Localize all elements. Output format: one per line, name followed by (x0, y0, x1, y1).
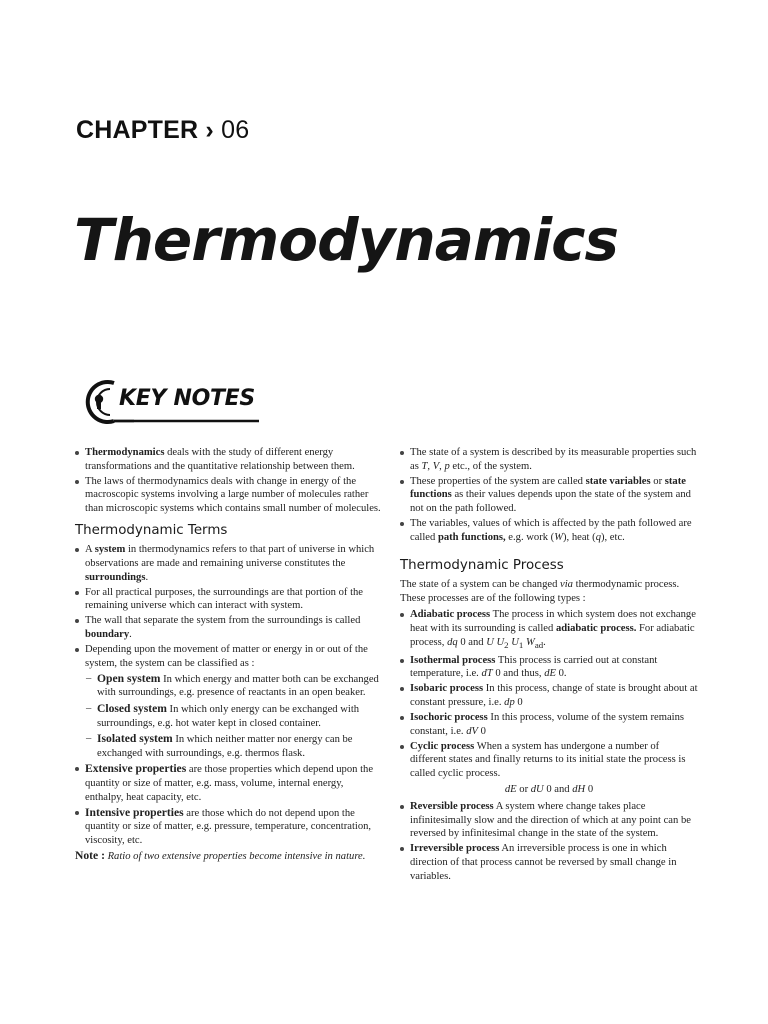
chapter-word: CHAPTER (76, 116, 199, 144)
list-item: For all practical purposes, the surroundings are that portion of the remaining universe which can interact with system. (75, 586, 383, 613)
list-item: Reversible process A system where change takes place infinitesimally slow and the direction of which at any point can be reversed by infinitesimal change in the state of the system. (400, 800, 698, 841)
left-column (75, 446, 383, 867)
list-item: Cyclic process When a system has undergone a number of different states and finally returns to its initial state the process is called cyclic process. (400, 740, 698, 781)
intro-list (75, 446, 383, 515)
list-item: Intensive properties are those which do not depend upon the quantity or size of matter, e.g. pressure, temperature, concentration, viscosity, etc. (75, 806, 383, 848)
list-item: Adiabatic process The process in which system does not exchange heat with its surrounding is called adiabatic process. For adiabatic process, dq 0 and U $U_2$ $U_1$ $W_{ad}$. (400, 608, 698, 652)
note: Note : Ratio of two extensive properties become intensive in nature. (75, 849, 366, 863)
list-item: Isobaric process In this process, change of state is brought about at constant pressure, i.e. dp 0 (400, 682, 698, 709)
state-list (400, 446, 698, 544)
chapter-separator: › (205, 116, 214, 144)
list-item: The laws of thermodynamics deals with change in energy of the macroscopic systems involving a large number of molecules rather than microscopic systems which contains small number of molecules. (75, 475, 383, 516)
list-item: A system in thermodynamics refers to that part of universe in which observations are made and remaining universe constitutes the surroundings. (75, 543, 383, 584)
list-item: Thermodynamics deals with the study of different energy transformations and the quantitative relationship between them. (75, 446, 383, 473)
sub-list-item: – Closed system In which only energy can be exchanged with surroundings, e.g. hot water kept in closed container. (86, 702, 360, 729)
list-item: Isothermal process This process is carried out at constant temperature, i.e. dT 0 and thus, dE 0. (400, 654, 698, 681)
sub-list-item: – Isolated system In which neither matter nor energy can be exchanged with surroundings, e.g. thermos flask. (86, 732, 353, 759)
page-title: Thermodynamics (74, 206, 619, 274)
list-item: The state of a system is described by its measurable properties such as T, V, p etc., of the system. (400, 446, 698, 473)
section-heading: Thermodynamic Terms (75, 523, 228, 539)
list-item: Irreversible process An irreversible process is one in which direction of that process cannot be reversed by small change in variables. (400, 842, 698, 883)
list-item: Depending upon the movement of matter or energy in or out of the system, the system can be classified as : (75, 643, 383, 670)
list-item: The variables, values of which is affected by the path followed are called path functions, e.g. work (W), heat (q), etc. (400, 517, 698, 544)
list-item: Extensive properties are those properties which depend upon the quantity or size of matter, e.g. mass, volume, internal energy, enthalpy, heat capacity, etc. (75, 762, 383, 804)
chapter-number: 06 (221, 116, 250, 144)
list-item: These properties of the system are called state variables or state functions as their values depends upon the state of the system and not on the path followed. (400, 475, 698, 516)
key-notes-label: KEY NOTES (119, 386, 255, 411)
cyclic-formula: dE or dU 0 and dH 0 (504, 783, 594, 795)
process-list-2 (400, 800, 698, 883)
terms-list (75, 543, 383, 847)
right-column (400, 446, 698, 885)
process-list (400, 608, 698, 780)
section-heading: Thermodynamic Process (400, 558, 564, 574)
key-notes-banner (74, 376, 274, 428)
chapter-label (76, 116, 249, 145)
list-item: The wall that separate the system from the surroundings is called boundary. (75, 614, 383, 641)
process-intro: The state of a system can be changed via thermodynamic process. These processes are of the following types : (400, 579, 680, 604)
sub-list-item: – Open system In which energy and matter both can be exchanged with surroundings, e.g. presence of reactants in an open beaker. (86, 671, 379, 699)
list-item: Isochoric process In this process, volume of the system remains constant, i.e. dV 0 (400, 711, 698, 738)
